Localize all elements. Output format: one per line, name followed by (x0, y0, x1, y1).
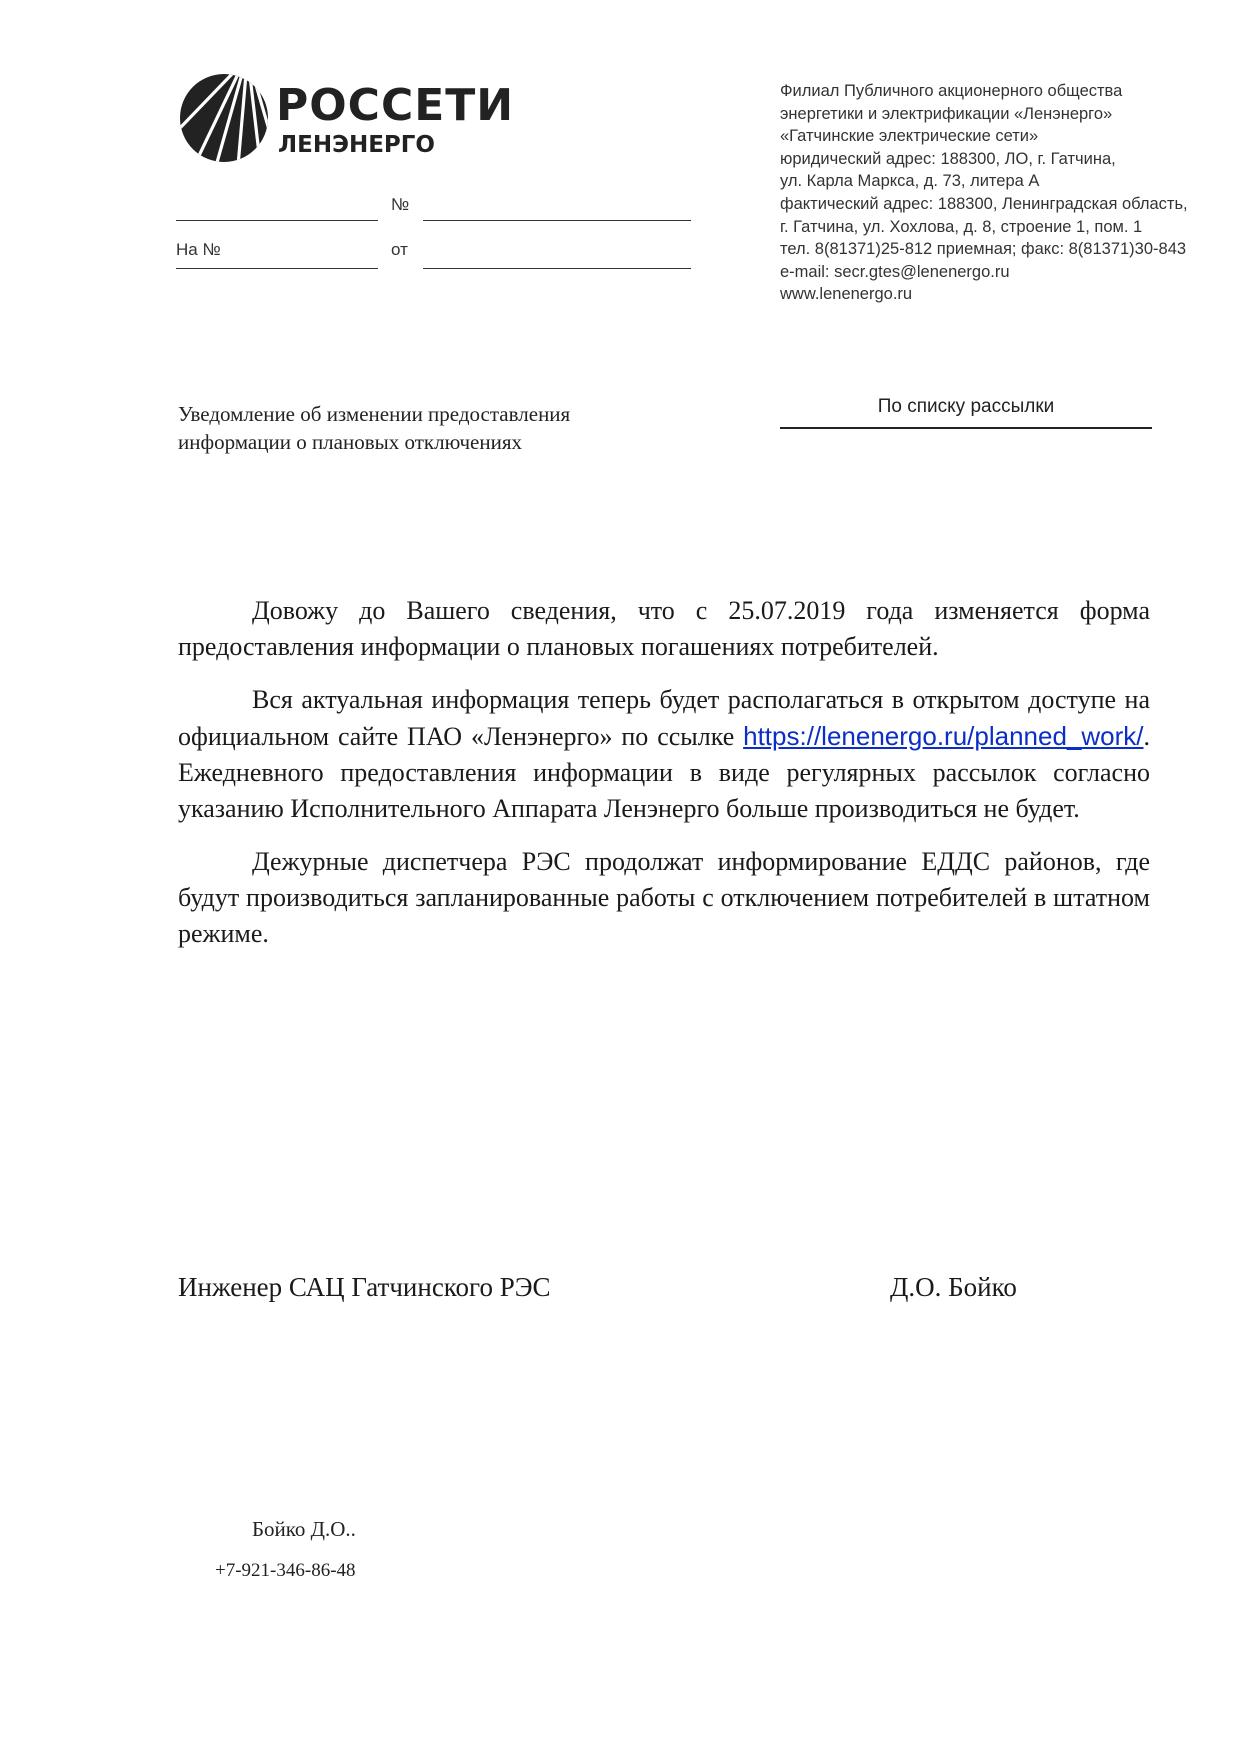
reply-from-label: от (391, 240, 408, 259)
body-paragraph-1: Довожу до Вашего сведения, что с 25.07.2019 года изменяется форма предоставления информации о плановых погашениях потребителей. (178, 596, 1150, 661)
address-line: тел. 8(81371)25-812 приемная; факс: 8(81371)30-843 (780, 240, 1187, 259)
executor-phone: +7-921-346-86-48 (215, 1560, 356, 1581)
address-line: энергетики и электрификации «Ленэнерго» (780, 104, 1113, 123)
paragraph-2-text-start: Вся актуальная информация теперь будет располагаться в открытом доступе на официальном сайте ПАО «Ленэнерго» по ссылке (178, 685, 1150, 751)
planned-work-link[interactable]: https://lenenergo.ru/planned_work/ (743, 721, 1144, 751)
letter-subject (178, 400, 648, 456)
reply-number-line (176, 268, 378, 269)
address-line: «Гатчинские электрические сети» (780, 127, 1039, 146)
address-line: юридический адрес: 188300, ЛО, г. Гатчина, (780, 149, 1116, 168)
address-line: e-mail: secr.gtes@lenenergo.ru (780, 262, 1010, 281)
logo-brand-text: РОССЕТИ (276, 80, 515, 131)
body-paragraph-3: Дежурные диспетчера РЭС продолжат информирование ЕДДС районов, где будут производиться запланированные работы с отключением потребителей в штатном режиме. (178, 847, 1150, 948)
address-line: ул. Карла Маркса, д. 73, литера А (780, 172, 1040, 191)
executor-name: Бойко Д.О.. (252, 1517, 356, 1541)
company-logo (176, 70, 515, 170)
paragraph-2-text-end: . Ежедневного предоставления информации в виде регулярных рассылок согласно указанию Исполнительного Аппарата Ленэнерго больше производиться не будет. (178, 722, 1150, 823)
signatory-name: Д.О. Бойко (890, 1272, 1017, 1302)
address-line: фактический адрес: 188300, Ленинградская область, (780, 194, 1188, 213)
body-paragraph-2 (178, 682, 1150, 827)
sender-address-block (780, 80, 1200, 306)
reply-date-line (423, 268, 691, 269)
rosseti-emblem-icon (176, 70, 272, 166)
recipient-underline (780, 427, 1152, 429)
logo-subsidiary-text: ЛЕНЭНЕРГО (278, 132, 435, 158)
letter-body (178, 593, 1150, 969)
number-sign-label: № (391, 195, 410, 214)
outgoing-date-line (423, 220, 691, 221)
address-line: Филиал Публичного акционерного общества (780, 82, 1123, 100)
outgoing-number-line (176, 220, 378, 221)
reply-number-label: На № (176, 240, 221, 259)
subject-line: информации о плановых отключениях (178, 430, 522, 454)
signatory-role: Инженер САЦ Гатчинского РЭС (178, 1272, 551, 1302)
address-line: www.lenenergo.ru (780, 285, 913, 304)
recipient-label: По списку рассылки (877, 396, 1055, 417)
address-line: г. Гатчина, ул. Хохлова, д. 8, строение 1, пом. 1 (780, 217, 1143, 236)
subject-line: Уведомление об изменении предоставления (178, 402, 571, 426)
